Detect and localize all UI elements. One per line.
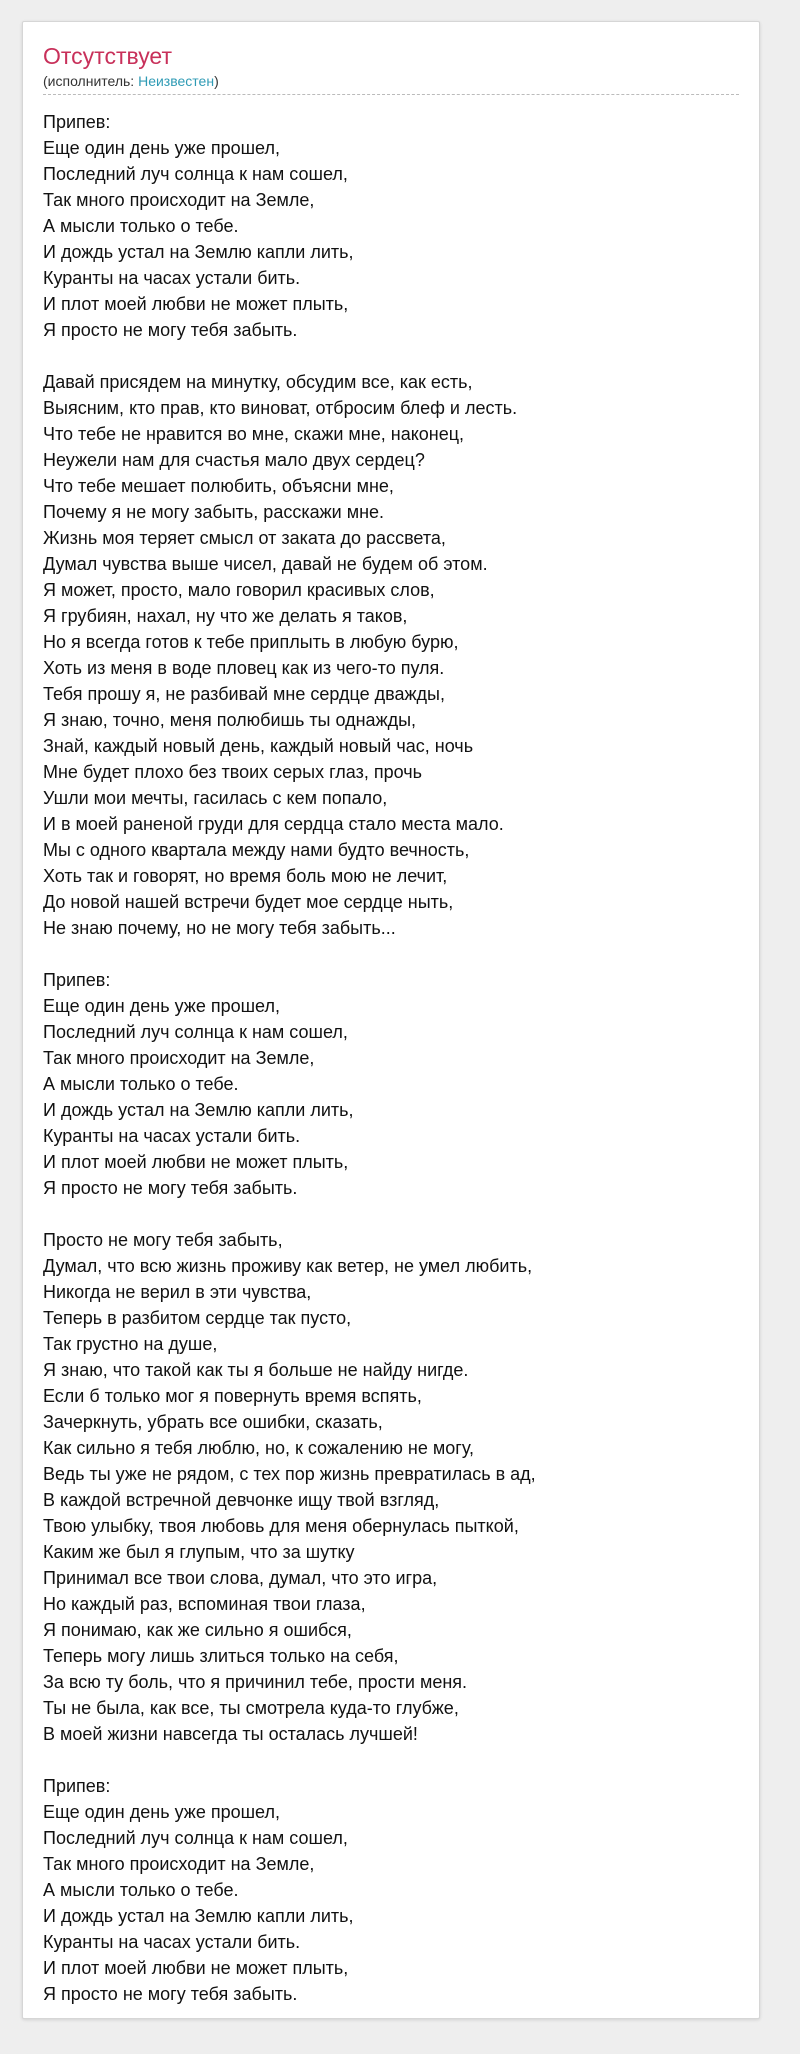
lyric-line: Припев: (43, 970, 111, 990)
lyric-line: Почему я не могу забыть, расскажи мне. (43, 502, 385, 522)
lyric-line: Припев: (43, 112, 111, 132)
lyric-line: И дождь устал на Землю капли лить, (43, 1100, 354, 1120)
lyric-line: Я понимаю, как же сильно я ошибся, (43, 1620, 352, 1640)
lyric-line: Хоть из меня в воде пловец как из чего-то пуля. (43, 658, 445, 678)
lyric-line: Ведь ты уже не рядом, с тех пор жизнь превратилась в ад, (43, 1464, 536, 1484)
song-title: Отсутствует (43, 43, 172, 69)
lyric-line: Мне будет плохо без твоих серых глаз, прочь (43, 762, 422, 782)
lyric-line: Но каждый раз, вспоминая твои глаза, (43, 1594, 366, 1614)
lyric-line: Так много происходит на Земле, (43, 1854, 315, 1874)
lyric-line: Давай присядем на минутку, обсудим все, как есть, (43, 372, 473, 392)
lyric-line: А мысли только о тебе. (43, 1074, 239, 1094)
lyric-line: Теперь могу лишь злиться только на себя, (43, 1646, 399, 1666)
lyric-line: Припев: (43, 1776, 111, 1796)
lyric-line: А мысли только о тебе. (43, 216, 239, 236)
lyric-line: Неужели нам для счастья мало двух сердец? (43, 450, 425, 470)
artist-link[interactable]: Неизвестен (138, 73, 215, 89)
lyric-line: Так много происходит на Земле, (43, 190, 315, 210)
lyrics-card (22, 21, 760, 2019)
lyric-line: Я знаю, что такой как ты я больше не найду нигде. (43, 1360, 469, 1380)
lyric-line: Я может, просто, мало говорил красивых слов, (43, 580, 435, 600)
lyric-line: Думал чувства выше чисел, давай не будем об этом. (43, 554, 488, 574)
stanza-gap (43, 941, 739, 967)
lyric-line: Мы с одного квартала между нами будто вечность, (43, 840, 470, 860)
lyric-line: Что тебе мешает полюбить, объясни мне, (43, 476, 394, 496)
lyric-line: Еще один день уже прошел, (43, 138, 280, 158)
lyric-line: Если б только мог я повернуть время вспять, (43, 1386, 422, 1406)
lyric-line: Теперь в разбитом сердце так пусто, (43, 1308, 352, 1328)
lyric-line: Я просто не могу тебя забыть. (43, 1984, 298, 2004)
lyric-line: Твою улыбку, твоя любовь для меня обернулась пыткой, (43, 1516, 519, 1536)
lyric-line: Как сильно я тебя люблю, но, к сожалению не могу, (43, 1438, 475, 1458)
lyric-line: Я просто не могу тебя забыть. (43, 320, 298, 340)
artist-prefix: (исполнитель: (43, 73, 139, 89)
lyric-line: Я просто не могу тебя забыть. (43, 1178, 298, 1198)
lyric-line: Ушли мои мечты, гасилась с кем попало, (43, 788, 388, 808)
lyric-line: Тебя прошу я, не разбивай мне сердце дважды, (43, 684, 445, 704)
lyric-line: Знай, каждый новый день, каждый новый час, ночь (43, 736, 474, 756)
lyric-line: И в моей раненой груди для сердца стало места мало. (43, 814, 504, 834)
lyric-line: И плот моей любви не может плыть, (43, 1152, 349, 1172)
lyric-line: Куранты на часах устали бить. (43, 1126, 301, 1146)
lyric-line: В моей жизни навсегда ты осталась лучшей! (43, 1724, 418, 1744)
lyric-line: Каким же был я глупым, что за шутку (43, 1542, 355, 1562)
artist-line (43, 73, 739, 95)
lyric-line: Ты не была, как все, ты смотрела куда-то глубже, (43, 1698, 459, 1718)
lyric-line: Но я всегда готов к тебе приплыть в любую бурю, (43, 632, 459, 652)
stanza-gap (43, 1747, 739, 1773)
lyric-line: Так много происходит на Земле, (43, 1048, 315, 1068)
lyrics-text (43, 109, 739, 2007)
lyric-line: Что тебе не нравится во мне, скажи мне, наконец, (43, 424, 465, 444)
lyric-line: И плот моей любви не может плыть, (43, 294, 349, 314)
lyric-line: В каждой встречной девчонке ищу твой взгляд, (43, 1490, 440, 1510)
lyric-line: Последний луч солнца к нам сошел, (43, 1022, 348, 1042)
lyric-line: Жизнь моя теряет смысл от заката до рассвета, (43, 528, 446, 548)
artist-suffix: ) (214, 73, 219, 89)
lyric-line: Еще один день уже прошел, (43, 996, 280, 1016)
lyric-line: Последний луч солнца к нам сошел, (43, 1828, 348, 1848)
lyric-line: Просто не могу тебя забыть, (43, 1230, 283, 1250)
lyric-line: Хоть так и говорят, но время боль мою не лечит, (43, 866, 448, 886)
lyric-line: И дождь устал на Землю капли лить, (43, 242, 354, 262)
lyric-line: Последний луч солнца к нам сошел, (43, 164, 348, 184)
lyric-line: Я знаю, точно, меня полюбишь ты однажды, (43, 710, 417, 730)
lyric-line: Куранты на часах устали бить. (43, 268, 301, 288)
lyric-line: Не знаю почему, но не могу тебя забыть... (43, 918, 396, 938)
lyric-line: Думал, что всю жизнь проживу как ветер, не умел любить, (43, 1256, 533, 1276)
lyric-line: И дождь устал на Землю капли лить, (43, 1906, 354, 1926)
lyric-line: Никогда не верил в эти чувства, (43, 1282, 312, 1302)
lyric-line: До новой нашей встречи будет мое сердце ныть, (43, 892, 454, 912)
lyric-line: Зачеркнуть, убрать все ошибки, сказать, (43, 1412, 383, 1432)
lyric-line: За всю ту боль, что я причинил тебе, прости меня. (43, 1672, 468, 1692)
lyric-line: Выясним, кто прав, кто виноват, отбросим блеф и лесть. (43, 398, 518, 418)
stanza-gap (43, 343, 739, 369)
lyric-line: Еще один день уже прошел, (43, 1802, 280, 1822)
lyric-line: А мысли только о тебе. (43, 1880, 239, 1900)
stanza-gap (43, 1201, 739, 1227)
lyric-line: И плот моей любви не может плыть, (43, 1958, 349, 1978)
lyric-line: Я грубиян, нахал, ну что же делать я таков, (43, 606, 408, 626)
lyric-line: Куранты на часах устали бить. (43, 1932, 301, 1952)
lyric-line: Так грустно на душе, (43, 1334, 218, 1354)
lyric-line: Принимал все твои слова, думал, что это игра, (43, 1568, 438, 1588)
